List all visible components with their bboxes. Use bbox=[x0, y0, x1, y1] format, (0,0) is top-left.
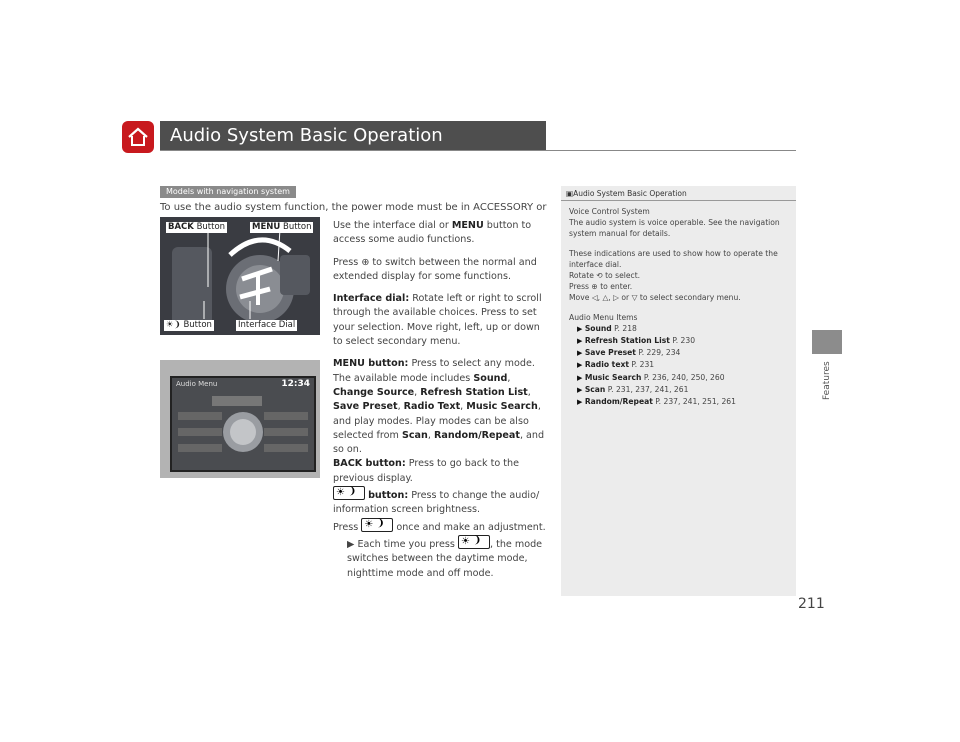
section-tab[interactable] bbox=[812, 330, 842, 354]
brightness-icon: ☀ ❩ bbox=[361, 518, 393, 532]
paragraph-interface-dial: Interface dial: Rotate left or right to scroll through the available choices. Press to set your selection. Move right, left, up or down to select secondary menu. bbox=[333, 293, 542, 348]
home-icon[interactable] bbox=[122, 121, 154, 153]
link-arrow-icon: ▶ bbox=[577, 385, 583, 394]
intro-text: To use the audio system function, the power mode must be in ACCESSORY or bbox=[160, 202, 547, 213]
link-arrow-icon: ▶ bbox=[577, 398, 583, 407]
paragraph-back-button: BACK button: Press to go back to the previous display. bbox=[333, 458, 519, 484]
note-heading: ▣Audio System Basic Operation bbox=[566, 189, 687, 198]
press-icon: ⊕ bbox=[591, 282, 598, 292]
side-note bbox=[561, 186, 796, 596]
link-arrow-icon: ▶ bbox=[577, 337, 583, 346]
body-text bbox=[333, 219, 549, 581]
paragraph-menu-button: MENU button: Press to select any mode. The available mode includes Sound, Change Source, Refresh Station List, Save Preset, Radio Text, Music Search, and play modes. Play modes can be also selected from Scan, Random/Repeat, and so on. bbox=[333, 358, 545, 456]
paragraph-display: Press ⊕ to switch between the normal and extended display for some functions. bbox=[333, 256, 537, 282]
brightness-icon: ☀ ❩ bbox=[458, 535, 490, 549]
section-label: Features bbox=[822, 361, 832, 401]
link-arrow-icon: ▶ bbox=[577, 324, 583, 333]
ref-random-repeat[interactable]: ▶ Random/Repeat P. 237, 241, 251, 261 bbox=[569, 396, 791, 408]
note-icon: ▣ bbox=[566, 189, 574, 198]
paragraph-press: Press ☀ ❩ once and make an adjustment. bbox=[333, 517, 546, 533]
audio-menu-screen bbox=[170, 376, 316, 472]
page-title: Audio System Basic Operation bbox=[160, 121, 546, 151]
press-instruction: Press ⊕ to enter. bbox=[569, 282, 633, 292]
ref-save-preset[interactable]: ▶ Save Preset P. 229, 234 bbox=[569, 347, 791, 359]
move-down-icon: ▽ bbox=[631, 293, 638, 303]
ref-music-search[interactable]: ▶ Music Search P. 236, 240, 250, 260 bbox=[569, 372, 791, 384]
move-left-icon: ◁ bbox=[591, 293, 598, 303]
link-arrow-icon: ▶ bbox=[577, 349, 583, 358]
arrow-icon: ▶ bbox=[347, 538, 355, 550]
move-right-icon: ▷ bbox=[613, 293, 619, 303]
move-up-icon: △ bbox=[602, 293, 609, 303]
menu-button-label: MENU Button bbox=[252, 222, 312, 232]
audio-menu-figure bbox=[160, 360, 320, 478]
model-badge: Models with navigation system bbox=[160, 186, 296, 198]
dial-press-icon: ⊕ bbox=[361, 256, 370, 268]
screen-clock: 12:34 bbox=[281, 379, 310, 389]
paragraph-brightness-button: ☀ ❩ button: Press to change the audio/ information screen brightness. bbox=[333, 486, 540, 516]
ref-refresh-station-list[interactable]: ▶ Refresh Station List P. 230 bbox=[569, 335, 791, 347]
ref-scan[interactable]: ▶ Scan P. 231, 237, 241, 261 bbox=[569, 384, 791, 396]
rotate-icon: ⟲ bbox=[596, 271, 603, 281]
control-panel-illustration bbox=[160, 217, 320, 335]
voice-control-text: The audio system is voice operable. See the navigation system manual for details. bbox=[569, 218, 780, 239]
back-button-label: BACK Button bbox=[168, 222, 226, 232]
page-number: 211 bbox=[798, 596, 825, 612]
note-body bbox=[569, 206, 791, 408]
link-arrow-icon: ▶ bbox=[577, 361, 583, 370]
ref-radio-text[interactable]: ▶ Radio text P. 231 bbox=[569, 359, 791, 371]
ref-sound[interactable]: ▶ Sound P. 218 bbox=[569, 323, 791, 335]
control-panel-figure bbox=[160, 217, 320, 335]
interface-dial-label: Interface Dial bbox=[238, 320, 296, 330]
screen-title: Audio Menu bbox=[176, 380, 218, 388]
link-arrow-icon: ▶ bbox=[577, 373, 583, 382]
menu-grid-illustration bbox=[172, 392, 314, 470]
voice-control-title: Voice Control System bbox=[569, 207, 650, 216]
paragraph-dial: Use the interface dial or MENU button to access some audio functions. bbox=[333, 220, 532, 246]
audio-menu-title: Audio Menu Items bbox=[569, 312, 638, 322]
sun-icon: ☀❩ bbox=[166, 320, 181, 330]
brightness-icon: ☀ ❩ bbox=[333, 486, 365, 500]
title-divider bbox=[160, 150, 796, 151]
note-divider bbox=[561, 200, 796, 201]
rotate-instruction: Rotate ⟲ to select. bbox=[569, 271, 641, 281]
paragraph-each-time: ▶ Each time you press ☀ ❩ , the mode switches between the daytime mode, nighttime mode and off mode. bbox=[347, 534, 543, 579]
move-instruction: Move ◁, △, ▷ or ▽ to select secondary menu. bbox=[569, 293, 741, 303]
brightness-button-label: ☀❩ Button bbox=[166, 320, 212, 330]
indication-text: These indications are used to show how to operate the interface dial. bbox=[569, 248, 778, 269]
